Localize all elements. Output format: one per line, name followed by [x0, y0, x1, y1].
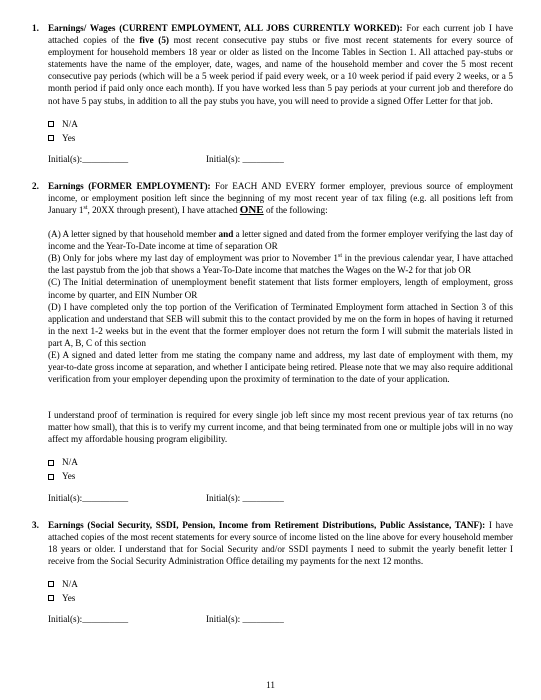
checkbox-label: N/A: [62, 578, 78, 589]
initial-field-2[interactable]: Initial(s): _________: [206, 614, 284, 624]
section-paragraph: [48, 519, 513, 567]
section-text: For EACH AND EVERY former employer, previous source of employment income, or employment position left since the beginning of my most recent year of tax filing (e.g. all positions left from January 1: [48, 180, 514, 215]
option-b: [48, 252, 513, 276]
option-text: a letter signed and dated from the former employer verifying the last day of income and the Year-To-Date income at time of separation OR: [48, 229, 513, 252]
section-current-employment: [32, 22, 514, 165]
checkbox-na[interactable]: [48, 456, 513, 470]
section-number: 1.: [32, 23, 39, 33]
superscript: st: [83, 204, 88, 211]
section-text: most recent consecutive pay stubs or five most recent statements for every source of employment for household members 18 year or older as listed on the Income Tables in Section 1. All attached pay-stubs or statements have the name of the employer, date, wages, and name of the household member and cover the 5 most recent consecutive pay periods (which will be a 5 week period if paid every week, or a 10 week period if paid every 2 weeks, or a 5 month period if paid only once each month). If you have worked less than 5 pay periods at your current job and therefore do not have 5 pay stubs, in addition to all the pay stubs you have, you will need to provide a signed Offer Letter for that job.: [48, 35, 514, 106]
checkbox-box[interactable]: [48, 121, 54, 127]
emphasis-one: ONE: [239, 203, 264, 216]
section-text: I have attached copies of the most recent statements for every source of income listed on the line above for every household member 18 years or older. I understand that for Social Security and/or SSDI payments I need to submit the yearly benefit letter I receive from the Social Security Administration Office detailing my payments for the next 12 months.: [48, 519, 513, 566]
initial-field-2[interactable]: Initial(s): _________: [206, 492, 284, 503]
section-number: 3.: [32, 519, 39, 530]
option-text: (A) A letter signed by that household member: [48, 229, 219, 240]
initials-row: [48, 492, 513, 504]
section-text: For each current job I have attached copies of the: [48, 23, 513, 46]
bold-and: and: [218, 229, 234, 240]
initials-row: [48, 613, 513, 625]
option-text: (B) Only for jobs where my last day of employment was prior to November 1: [48, 253, 339, 264]
section-paragraph: [48, 180, 513, 216]
initial-field-1[interactable]: Initial(s):__________: [48, 492, 129, 503]
checkbox-na[interactable]: [48, 117, 513, 131]
section-title: Earnings (Social Security, SSDI, Pension, Income from Retirement Distributions, Public Assistance, TANF):: [48, 519, 486, 530]
section-text: , 20XX through present), I have attached: [87, 204, 240, 215]
checkbox-box[interactable]: [48, 474, 54, 480]
initials-row: [48, 153, 513, 165]
checkbox-label: N/A: [62, 118, 78, 129]
section-former-employment: [32, 180, 514, 504]
section-number: 2.: [32, 180, 39, 191]
option-d: (D) I have completed only the top portion of the Verification of Terminated Employment form attached in Section 3 of this application and understand that SEB will submit this to the contact provided by me on the form in hopes of having it returned in the next 1-2 weeks but in the event that the former employer does not return the form I will submit the materials listed in part A, B, C of this section: [48, 301, 513, 348]
checkbox-box[interactable]: [48, 135, 54, 141]
section-paragraph: [48, 22, 513, 107]
checkbox-label: Yes: [62, 592, 76, 603]
checkbox-group: [48, 577, 513, 605]
checkbox-yes[interactable]: [48, 470, 513, 484]
checkbox-group: [48, 456, 513, 484]
page-number: 11: [266, 680, 275, 690]
checkbox-na[interactable]: [48, 577, 513, 591]
option-c: (C) The Initial determination of unemployment benefit statement that lists former employers, length of employment, gross income by quarter, and EIN Number OR: [48, 277, 513, 300]
section-title: Earnings/ Wages (CURRENT EMPLOYMENT, ALL JOBS CURRENTLY WORKED):: [48, 23, 403, 33]
checkbox-yes[interactable]: [48, 591, 513, 605]
section-text: of the following:: [263, 204, 328, 215]
termination-statement: I understand proof of termination is required for every single job left since my most recent previous year of tax returns (no matter how small), that this is to verify my current income, and that being terminated from one or multiple jobs will in no way affect my affordable housing program eligibility.: [48, 410, 513, 445]
checkbox-box[interactable]: [48, 581, 54, 587]
initial-field-1[interactable]: Initial(s):__________: [48, 153, 129, 164]
checkbox-label: Yes: [62, 471, 76, 482]
superscript: st: [338, 253, 343, 260]
initial-field-2[interactable]: Initial(s): _________: [206, 153, 284, 164]
option-text: in the previous calendar year, I have attached the last paystub from the job that shows a Year-To-Date income that matches the Wages on the W-2 for that job OR: [48, 253, 513, 276]
section-benefits-income: [32, 519, 513, 625]
initial-field-1[interactable]: Initial(s):__________: [48, 614, 129, 624]
checkbox-label: Yes: [62, 132, 76, 143]
bold-five: five (5): [139, 35, 169, 46]
section-title: Earnings (FORMER EMPLOYMENT):: [48, 180, 211, 191]
checkbox-group: [48, 117, 513, 145]
option-a: [48, 228, 513, 252]
checkbox-yes[interactable]: [48, 131, 513, 145]
checkbox-box[interactable]: [48, 460, 54, 466]
checkbox-label: N/A: [62, 457, 78, 468]
option-e: (E) A signed and dated letter from me stating the company name and address, my last date of employment with them, my year-to-date gross income at separation, and whether I anticipate being retired. Please note that we may also require additional verification from your employer depending upon the proximity of termination to the date of your application.: [48, 349, 513, 385]
checkbox-box[interactable]: [48, 595, 54, 601]
